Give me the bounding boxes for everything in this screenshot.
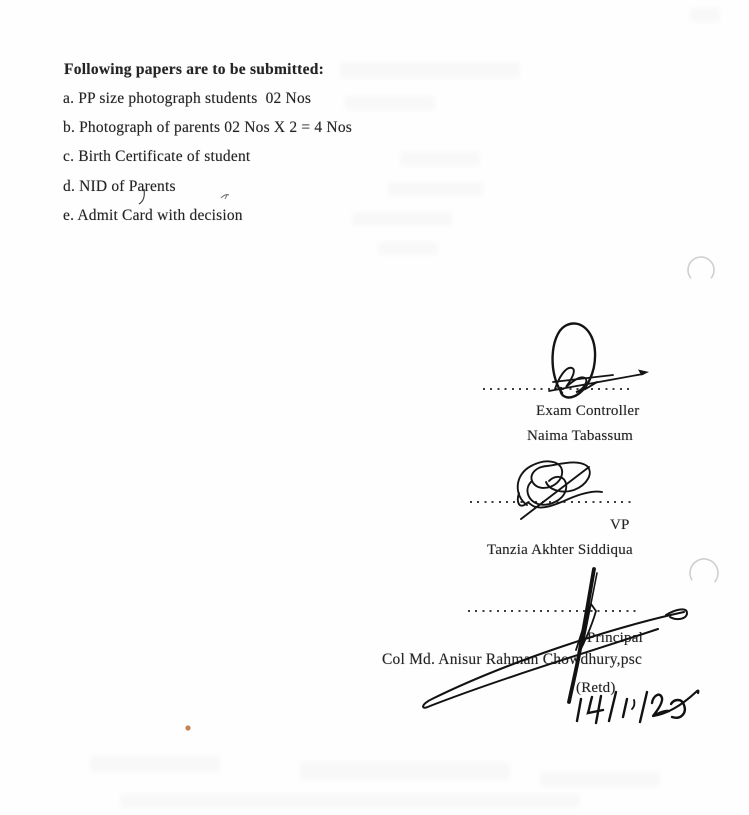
ink-speck — [185, 725, 190, 730]
bleedthrough-artifact — [345, 96, 435, 110]
signature-dotted-line-principal — [468, 609, 638, 612]
signatory-title-vp: VP — [610, 517, 630, 533]
bleedthrough-artifact — [340, 62, 520, 78]
bleedthrough-artifact — [352, 212, 452, 226]
bleedthrough-artifact — [300, 762, 510, 780]
vp-signature — [518, 461, 602, 519]
list-item-b: b. Photograph of parents 02 Nos X 2 = 4 Nos — [63, 119, 352, 136]
signatory-name-naima-tabassum: Naima Tabassum — [527, 428, 634, 444]
signatory-title-exam-controller: Exam Controller — [536, 403, 640, 419]
signatory-retired-tag: (Retd) — [576, 680, 616, 696]
principal-signature — [423, 569, 687, 708]
bleedthrough-artifact — [690, 8, 720, 22]
list-item-a: a. PP size photograph students 02 Nos — [63, 90, 312, 107]
signatory-name-principal: Col Md. Anisur Rahman Chowdhury,psc — [382, 651, 643, 668]
bleedthrough-artifact — [378, 242, 438, 255]
signatory-name-tanzia-akhter-siddiqua: Tanzia Akhter Siddiqua — [487, 542, 633, 558]
signature-dotted-line-exam-controller — [483, 387, 629, 390]
bleedthrough-artifact — [120, 794, 580, 808]
paper-curl-mark — [683, 252, 723, 592]
list-item-e: e. Admit Card with decision — [63, 207, 243, 224]
list-item-d: d. NID of Parents — [63, 178, 176, 195]
document-heading: Following papers are to be submitted: — [64, 61, 324, 78]
bleedthrough-artifact — [90, 756, 220, 772]
list-item-c: c. Birth Certificate of student — [63, 148, 251, 165]
bleedthrough-artifact — [388, 182, 483, 196]
signatory-title-principal: Principal — [587, 630, 643, 646]
bleedthrough-artifact — [540, 772, 660, 787]
bleedthrough-artifact — [400, 152, 480, 166]
signature-dotted-line-vp — [470, 500, 634, 503]
